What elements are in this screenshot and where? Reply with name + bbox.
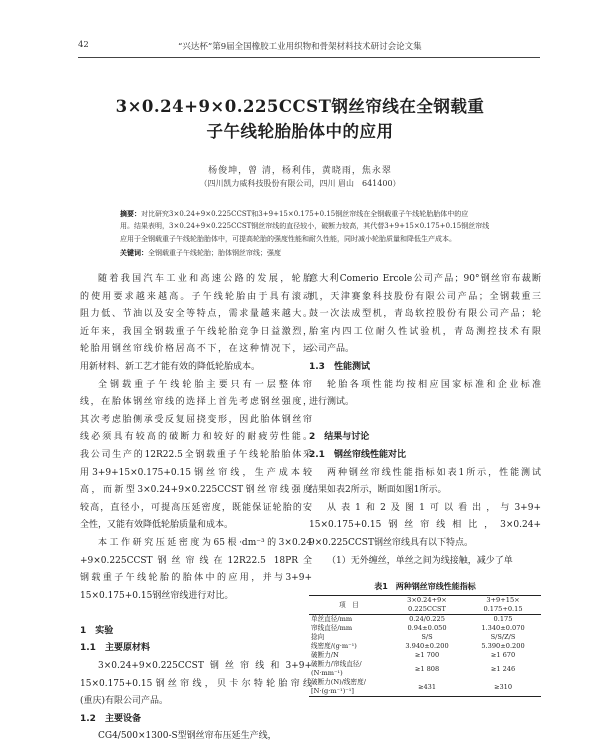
text-line: 其次考虑胎侧承受反复屈挠变形，因此胎体钢丝帘	[80, 414, 312, 425]
cell-cord-a: ≥1 700	[414, 651, 440, 660]
abstract	[120, 207, 540, 259]
section-heading: 2 结果与讨论	[309, 432, 370, 443]
column-header-cord-b: 3+9+15× 0.175+0.15	[465, 596, 541, 615]
running-header	[78, 40, 538, 54]
table-header-row	[309, 596, 541, 615]
table-caption	[309, 578, 541, 595]
column-header-item: 项 目	[309, 596, 389, 615]
table-row	[309, 660, 541, 678]
subsection-heading: 1.1 主要原材料	[80, 643, 150, 654]
cell-cord-b: 0.175	[493, 615, 513, 624]
text-line: 鼓一次法成型机，青岛软控股份有限公司产品；轮	[309, 309, 541, 320]
table-row	[309, 642, 541, 651]
cell-cord-a: ≥1 808	[414, 664, 440, 673]
cell-cord-b: ≥1 670	[490, 651, 516, 660]
keywords-label: 关键词：	[120, 248, 148, 257]
row-label: 捻向	[311, 633, 325, 642]
text-line: (重庆)有限公司产品。	[80, 696, 169, 707]
cell-cord-a: ≥431	[389, 678, 465, 697]
cell-cord-a: 0.94±0.050	[407, 624, 447, 633]
text-line: 本工作研究压延密度为65根·dm⁻³的3×0.24	[98, 537, 312, 548]
affiliation: （四川凯力威科技股份有限公司，四川 眉山 641400）	[199, 179, 401, 188]
text-line: 机，天津赛象科技股份有限公司产品；全钢载重三	[309, 291, 541, 302]
text-line: CG4/500×1300-S型钢丝帘布压延生产线，	[98, 731, 277, 742]
table-row	[309, 633, 541, 642]
text-line: 阻力低、节油以及安全等特点，需求量越来越大。	[80, 309, 312, 320]
text-line: 随着我国汽车工业和高速公路的发展，轮胎	[98, 274, 312, 284]
text-line: 结果如表2所示，断面如图1所示。	[309, 485, 447, 496]
abstract-line: 用。结果表明，3×0.24+9×0.225CCST钢丝帘线的直径较小，破断力较高，其代替3+9+15×0.175+0.15钢丝帘线	[120, 222, 490, 230]
column-header-cord-a: 3×0.24+9× 0.225CCST	[389, 596, 465, 615]
cell-cord-b: ≥1 246	[490, 664, 516, 673]
subsection-heading: 2.1 钢丝帘线性能对比	[309, 449, 406, 460]
row-label: 帘线直径/mm	[311, 624, 353, 633]
paper-title-line-1: 3×0.24+9×0.225CCST钢丝帘线在全钢载重	[115, 97, 485, 116]
text-line: 用3+9+15×0.175+0.15钢丝帘线，生产成本较	[80, 467, 312, 478]
text-line: 全性，又能有效降低轮胎质量和成本。	[80, 520, 234, 531]
cell-cord-a: 0.24/0.225	[409, 615, 445, 624]
cord-properties-table	[309, 595, 541, 697]
cell-cord-a: S/S	[421, 633, 433, 642]
text-line: 进行测试。	[309, 397, 355, 408]
row-label: 破断力/N	[311, 651, 339, 660]
text-line: 轮胎用钢丝帘线价格居高不下，在这种情况下，运	[80, 344, 312, 355]
text-line: 的使用要求越来越高。子午线轮胎由于具有滚动	[80, 291, 312, 302]
abstract-label: 摘要：	[120, 209, 141, 218]
text-line: 两种钢丝帘线性能指标如表1所示，性能测试	[327, 467, 541, 478]
text-line: 近年来，我国全钢载重子午线轮胎竞争日益激烈，	[80, 326, 312, 337]
text-line: 9×0.225CCST钢丝帘线具有以下特点。	[309, 537, 473, 548]
text-line: 用新材料、新工艺才能有效的降低轮胎成本。	[80, 361, 261, 372]
text-line: 全钢载重子午线轮胎主要只有一层整体帘	[98, 379, 312, 390]
cell-cord-b: S/S/Z/S	[490, 633, 516, 642]
text-line: 3×0.24+9×0.225CCST钢丝帘线和3+9+	[98, 661, 312, 672]
text-line: 较高，直径小，可提高压延密度，既能保证轮胎的安	[80, 502, 312, 513]
text-line: 线必须具有较高的破断力和较好的耐疲劳性能。	[80, 432, 312, 443]
text-line: 我公司生产的12R22.5全钢载重子午线轮胎胎体采	[80, 449, 312, 460]
text-line: （1）无外缠丝，单丝之间为线接触，减少了单	[327, 555, 513, 566]
cell-cord-a: 3.940±0.200	[405, 642, 449, 651]
left-column	[80, 271, 312, 746]
row-label: 单丝直径/mm	[311, 615, 353, 624]
subsection-heading: 1.3 性能测试	[309, 361, 370, 372]
paper-title-line-2: 子午线轮胎胎体中的应用	[206, 122, 394, 141]
table-row	[309, 615, 541, 625]
text-line: 15×0.175+0.15钢丝帘线，贝卡尔特轮胎帘线	[80, 678, 312, 689]
abstract-line: 对比研究3×0.24+9×0.225CCST和3+9+15×0.175+0.15钢丝帘线在全钢载重子午线轮胎胎体中的应	[141, 210, 469, 218]
row-label: 线密度/(g·m⁻¹)	[311, 642, 357, 651]
text-line: 从表1和2及图1可以看出，与3+9+	[327, 502, 541, 513]
row-label: 破断力(N)/线密度/ [N·(g·m⁻¹)⁻¹]	[309, 678, 389, 697]
text-line: 轮胎各项性能均按相应国家标准和企业标准	[327, 379, 541, 390]
table-row	[309, 678, 541, 697]
table-number: 表1	[374, 582, 388, 592]
table-row	[309, 624, 541, 633]
abstract-line: 应用于全钢载重子午线轮胎胎体中，可提高轮胎的强度性能和耐久性能，同时减小轮胎质量和降低生产成本。	[120, 235, 456, 243]
text-line: 15×0.175+0.15钢丝帘线进行对比。	[80, 590, 234, 601]
text-line: 公司产品。	[309, 344, 355, 355]
text-line: 钢载重子午线轮胎的胎体中的应用，并与3+9+	[80, 573, 312, 584]
conference-name: “兴达杯”第9届全国橡胶工业用织物和骨架材料技术研讨会论文集	[178, 42, 422, 52]
text-line: 15×0.175+0.15钢丝帘线相比，3×0.24+	[309, 520, 541, 531]
text-line: 线，在胎体钢丝帘线的选择上首先考虑钢丝强度，	[80, 397, 312, 408]
row-label: 破断力/帘线直径/ (N·mm⁻¹)	[311, 660, 362, 678]
text-line: 意大利Comerio Ercole公司产品；90°钢丝帘布裁断	[309, 274, 541, 284]
section-heading: 1 实验	[80, 625, 114, 636]
subsection-heading: 1.2 主要设备	[80, 713, 141, 724]
right-column	[309, 271, 541, 697]
text-line: +9×0.225CCST钢丝帘线在12R22.5 18PR全	[80, 555, 312, 566]
table-title: 两种钢丝帘线性能指标	[395, 582, 476, 592]
authors: 杨俊坤，曾 清，杨利伟，黄晓雨，焦永翠	[208, 166, 392, 176]
cell-cord-b: 1.340±0.070	[481, 624, 525, 633]
keywords: 全钢载重子午线轮胎；胎体钢丝帘线；强度	[148, 249, 281, 257]
header-rule	[78, 57, 540, 58]
text-line: 胎室内四工位耐久性试验机，青岛测控技术有限	[309, 326, 541, 337]
cell-cord-b: ≥310	[465, 678, 541, 697]
cell-cord-b: 5.390±0.200	[481, 642, 525, 651]
table-row	[309, 651, 541, 660]
text-line: 高，而新型3×0.24+9×0.225CCST钢丝帘线强度	[80, 485, 312, 496]
page-number: 42	[78, 40, 89, 50]
